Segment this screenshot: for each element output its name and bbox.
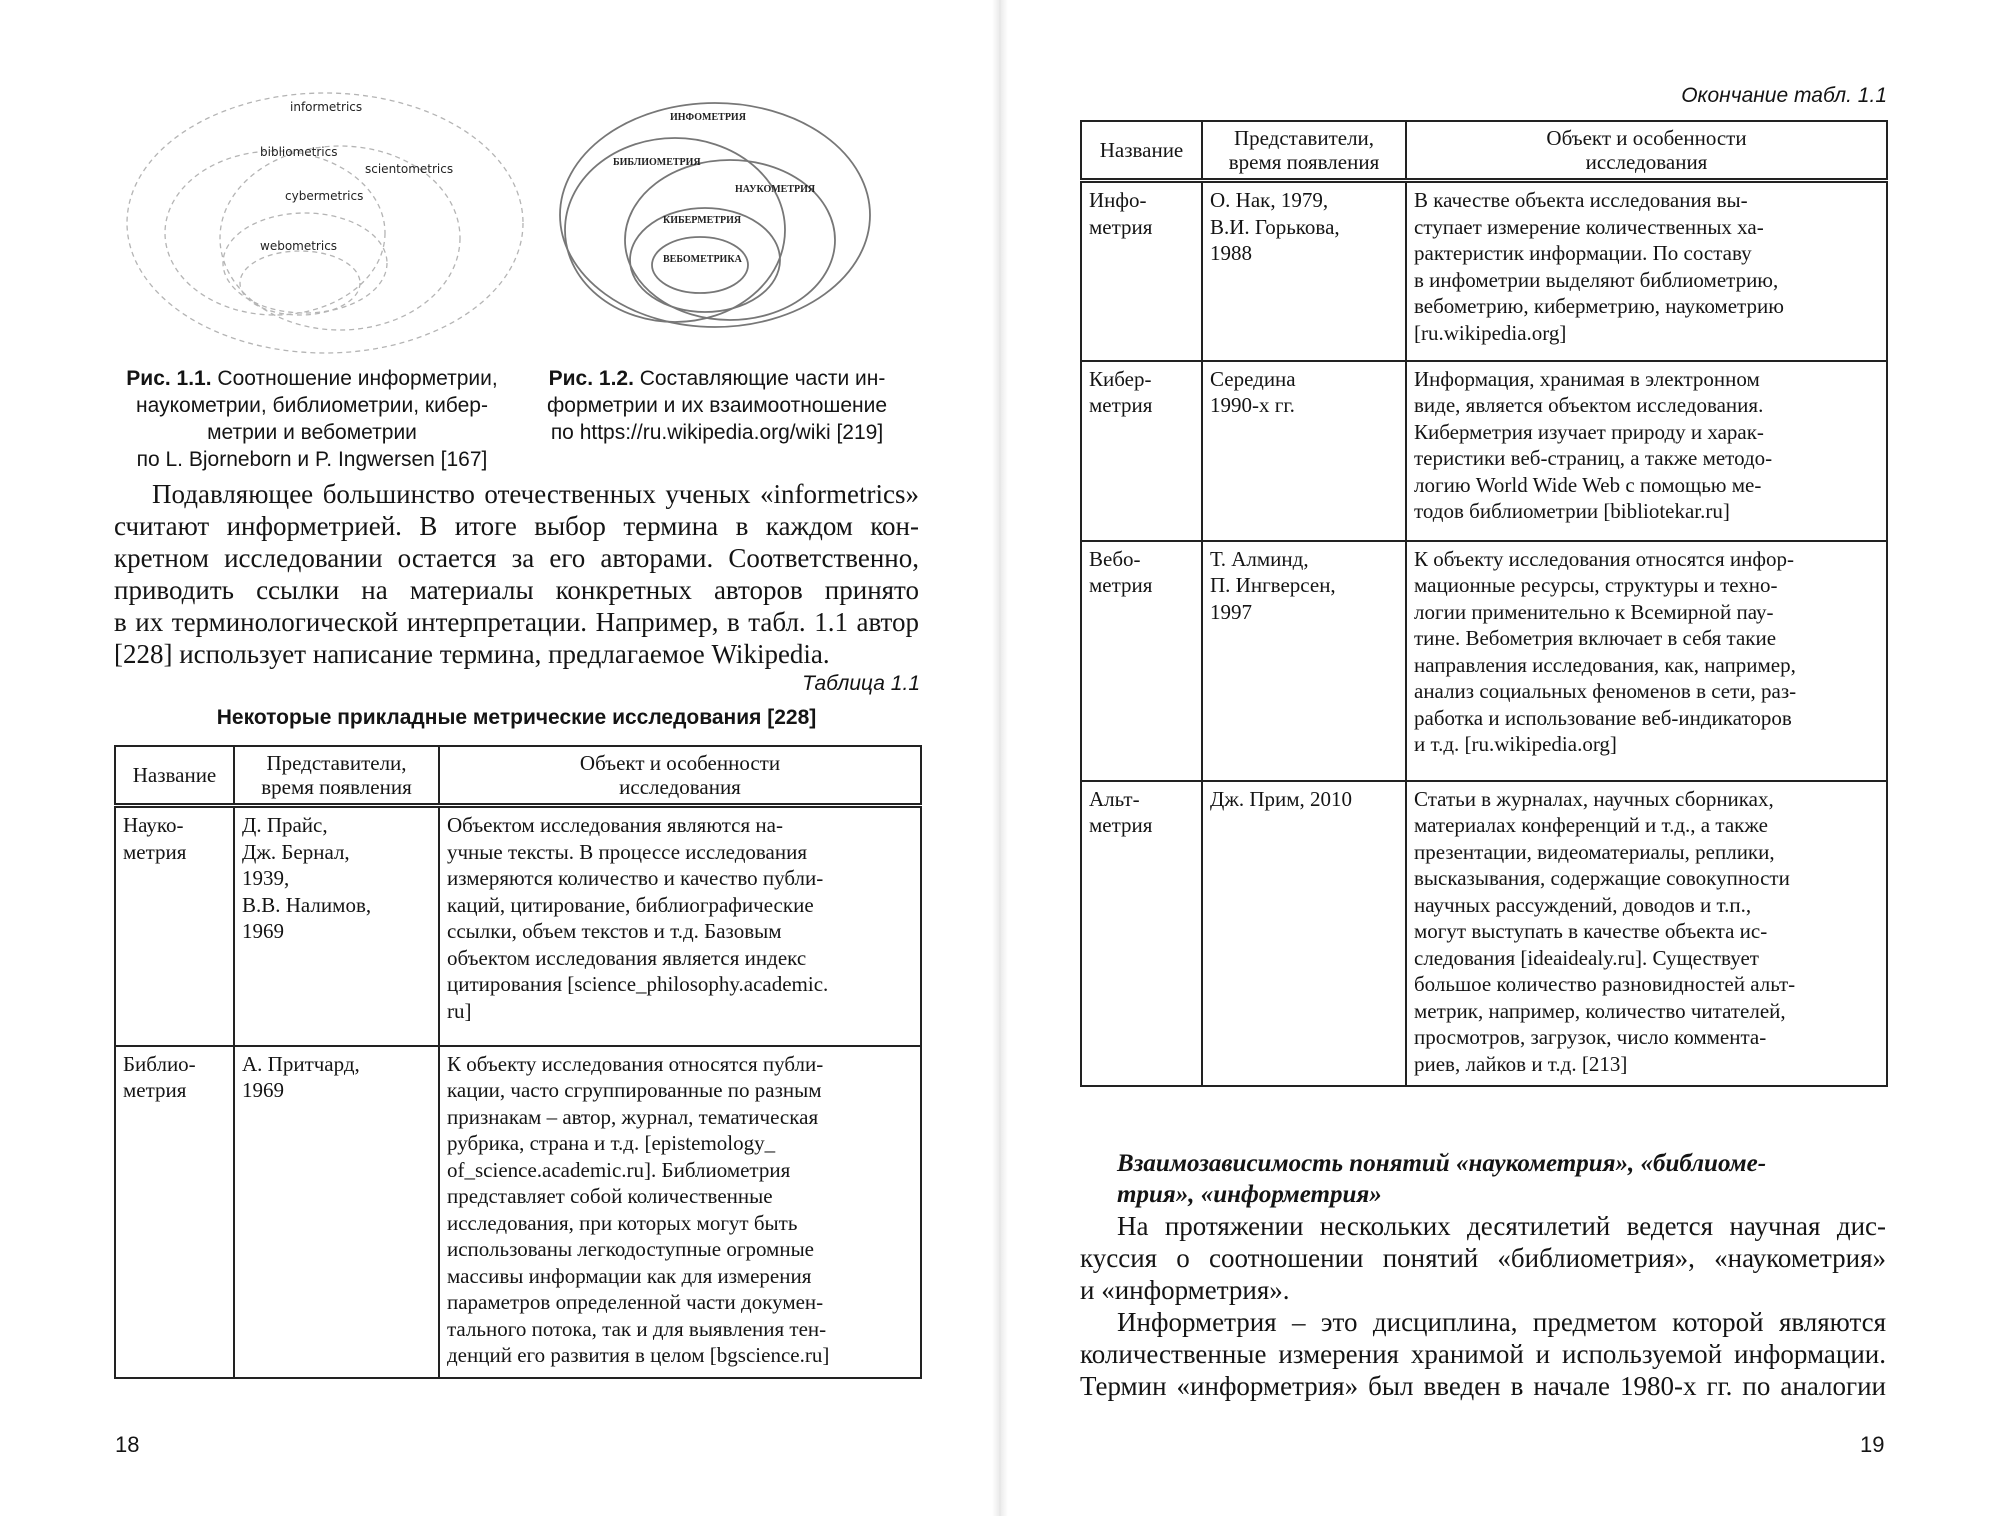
cell-line: мационные ресурсы, структуры и техно- (1414, 573, 1778, 597)
row-description-cell (439, 1046, 921, 1378)
cell-line: презентации, видеоматериалы, реплики, (1414, 839, 1775, 864)
cell-line: рубрика, страна и т.д. [epistemology_ (447, 1131, 776, 1155)
row-authors-cell (1202, 361, 1406, 541)
cell-line: В.В. Налимов, (242, 892, 372, 917)
heading-line: Взаимозависимость понятий «наукометрия», «библиоме- (1117, 1150, 1767, 1177)
cell-line: Объектом исследования являются на- (447, 813, 783, 837)
cell-line: Д. Прайс, (242, 813, 328, 837)
cell-line: Альт- (1089, 786, 1140, 811)
cell-line: анализ социальных феноменов в сети, раз- (1414, 679, 1797, 703)
cell-line: просмотров, загрузок, число коммента- (1414, 1025, 1767, 1049)
cell-line: логию World Wide Web с помощью ме- (1414, 472, 1762, 497)
cell-line: Вебо- (1089, 546, 1141, 571)
cell-line: в инфометрии выделяют библиометрию, (1414, 267, 1779, 292)
heading-line: трия», «информетрия» (1117, 1181, 1382, 1208)
cell-line: А. Притчард, (242, 1051, 360, 1076)
cell-line: исследования, при которых могут быть (447, 1210, 798, 1235)
cell-line: логии применительно к Всемирной пау- (1414, 599, 1774, 624)
cell-line: [ru.wikipedia.org] (1414, 320, 1567, 345)
metrics-table-part1 (114, 745, 922, 1379)
row-authors-cell (234, 806, 439, 1046)
intro-paragraph (114, 478, 919, 670)
table-row (1081, 781, 1887, 1087)
cell-line: виде, является объектом исследования. (1414, 393, 1764, 417)
cell-line: 1997 (1210, 599, 1252, 624)
cell-line: 1969 (242, 919, 284, 943)
cell-line: П. Ингверсен, (1210, 573, 1336, 597)
row-description-cell (1406, 541, 1887, 781)
cell-line: 1990-х гг. (1210, 393, 1295, 417)
caption-line: форметрии и их взаимоотношение (547, 394, 887, 417)
cell-line: метрия (123, 839, 187, 864)
cell-line: кации, часто сгруппированные по разным (447, 1078, 822, 1102)
figure-1-2-diagram (555, 100, 875, 345)
cell-line: массивы информации как для измерения (447, 1263, 812, 1288)
cell-line: следования [ideaidealy.ru]. Существует (1414, 945, 1759, 970)
cell-line: Инфо- (1089, 188, 1147, 212)
cell-line: направления исследования, как, например, (1414, 652, 1796, 677)
page-number-right: 19 (1860, 1432, 1885, 1457)
cell-line: и т.д. [ru.wikipedia.org] (1414, 732, 1617, 756)
figure-1-1-caption (112, 365, 512, 473)
cell-line: Статьи в журналах, научных сборниках, (1414, 786, 1774, 811)
table-row (1081, 361, 1887, 541)
paragraph-line: куссия о соотношении понятий «библиометрия», «наукометрия» (1080, 1243, 1886, 1273)
cell-line: В.И. Горькова, (1210, 214, 1340, 239)
table-row (1081, 181, 1887, 361)
cell-line: Науко- (123, 813, 184, 837)
header-description: Объект и особенности исследования (439, 746, 921, 806)
page-number-left: 18 (115, 1432, 140, 1457)
row-description-cell (1406, 181, 1887, 361)
cell-line: Информация, хранимая в электронном (1414, 366, 1760, 391)
cell-line: тодов библиометрии [bibliotekar.ru] (1414, 499, 1730, 523)
caption-line: метрии и вебометрии (207, 421, 417, 444)
table-row (115, 806, 921, 1046)
header-name: Название (115, 746, 234, 806)
cell-line: Т. Алминд, (1210, 546, 1309, 571)
caption-line: наукометрии, библиометрии, кибер- (136, 394, 488, 417)
paragraph-line: считают информетрией. В итоге выбор термина в каждом кон- (114, 511, 919, 541)
table-title: Некоторые прикладные метрические исследования [228] (216, 706, 817, 729)
fig2-label-infometry: ИНФОМЕТРИЯ (670, 112, 746, 123)
row-authors-cell (1202, 541, 1406, 781)
cell-line: признакам – автор, журнал, тематическая (447, 1104, 819, 1129)
cell-line: ссылки, объем текстов и т.д. Базовым (447, 919, 782, 943)
row-authors-cell (234, 1046, 439, 1378)
paragraph-line: [228] использует написание термина, предлагаемое Wikipedia. (114, 639, 830, 669)
row-description-cell (1406, 361, 1887, 541)
cell-line: метрия (1089, 214, 1153, 239)
fig2-label-cybermetry: КИБЕРМЕТРИЯ (663, 215, 742, 226)
cell-line: рактеристик информации. По составу (1414, 241, 1752, 265)
paragraph-line: Информетрия – это дисциплина, предметом которой являются (1117, 1307, 1886, 1337)
header-name: Название (1081, 121, 1202, 181)
cell-line: ru] (447, 998, 472, 1023)
cell-line: работка и использование веб-индикаторов (1414, 705, 1792, 730)
row-description-cell (1406, 781, 1887, 1087)
caption-line: по L. Bjorneborn и P. Ingwersen [167] (136, 448, 488, 471)
cell-line: of_science.academic.ru]. Библиометрия (447, 1157, 791, 1182)
fig2-label-webometrics: ВЕБОМЕТРИКА (663, 254, 742, 265)
cell-line: Кибер- (1089, 366, 1152, 391)
cell-line: тине. Вебометрия включает в себя такие (1414, 626, 1777, 650)
cell-line: цитирования [science_philosophy.academic. (447, 972, 829, 996)
metrics-table-part2 (1080, 120, 1888, 1087)
paragraph-line: и «информетрия». (1080, 1275, 1290, 1305)
table-row (1081, 541, 1887, 781)
cell-line: метрик, например, количество читателей, (1414, 998, 1786, 1023)
paragraph-line: количественные измерения хранимой и используемой информации. (1080, 1339, 1886, 1369)
cell-line: теристики веб-страниц, а также методо- (1414, 446, 1773, 470)
fig1-label-cybermetrics: cybermetrics (285, 189, 364, 203)
bibliometrics-ellipse (165, 151, 385, 315)
cell-line: вебометрию, киберметрию, наукометрию (1414, 294, 1784, 318)
caption-line: Составляющие части ин- (633, 367, 886, 390)
table-header-row (115, 746, 921, 806)
body-paragraph-1 (1080, 1210, 1886, 1306)
informetrics-ellipse (127, 93, 523, 353)
paragraph-line: Подавляющее большинство отечественных ученых «informetrics» (152, 479, 919, 509)
table-header-row (1081, 121, 1887, 181)
cell-line: Середина (1210, 366, 1296, 391)
cell-line: 1988 (1210, 241, 1252, 265)
section-heading (1117, 1148, 1887, 1210)
row-name-cell (1081, 361, 1202, 541)
webometrics-ellipse (240, 251, 360, 315)
row-authors-cell (1202, 781, 1406, 1087)
row-name-cell (115, 1046, 234, 1378)
table-label: Таблица 1.1 (802, 672, 920, 695)
caption-line: Соотношение информетрии, (211, 367, 498, 390)
cell-line: 1939, (242, 866, 290, 890)
cell-line: высказывания, содержащие совокупности (1414, 866, 1790, 890)
cell-line: материалах конференций и т.д., а также (1414, 813, 1768, 837)
cell-line: 1969 (242, 1078, 284, 1102)
paragraph-line: кретном исследовании остается за его авторами. Соответственно, (114, 543, 919, 573)
paragraph-line: На протяжении нескольких десятилетий ведется научная дис- (1117, 1211, 1886, 1241)
fig2-label-scientometry: НАУКОМЕТРИЯ (735, 184, 816, 195)
cell-line: могут выступать в качестве объекта ис- (1414, 919, 1768, 943)
row-name-cell (1081, 181, 1202, 361)
figure-1-2-caption (532, 365, 902, 446)
webometrics-ellipse (652, 237, 748, 293)
row-name-cell (1081, 541, 1202, 781)
row-name-cell (115, 806, 234, 1046)
right-page (1000, 0, 2000, 1516)
cell-line: денций его развития в целом [bgscience.ru] (447, 1343, 830, 1367)
cell-line: большое количество разновидностей альт- (1414, 972, 1796, 996)
figure-1-1-caption-bold: Рис. 1.1. (126, 367, 212, 390)
header-description: Объект и особенности исследования (1406, 121, 1887, 181)
cell-line: ступает измерение количественных ха- (1414, 214, 1764, 239)
cell-line: каций, цитирование, библиографические (447, 892, 814, 917)
body-paragraph-2 (1080, 1306, 1886, 1402)
cell-line: Библио- (123, 1051, 196, 1076)
cell-line: параметров определенной части докумен- (447, 1290, 824, 1314)
cell-line: тального потока, так и для выявления тен- (447, 1316, 827, 1341)
cell-line: Киберметрия изучает природу и харак- (1414, 419, 1764, 444)
header-authors: Представители, время появления (1202, 121, 1406, 181)
cell-line: риев, лайков и т.д. [213] (1414, 1051, 1628, 1076)
cell-line: представляет собой количественные (447, 1184, 773, 1208)
figure-1-2-caption-bold: Рис. 1.2. (548, 367, 634, 390)
fig1-label-webometrics: webometrics (260, 239, 338, 253)
cell-line: К объекту исследования относятся публи- (447, 1051, 824, 1076)
paragraph-line: Термин «информетрия» был введен в начале 1980-х гг. по аналогии (1080, 1371, 1886, 1401)
cell-line: метрия (1089, 393, 1153, 417)
cell-line: О. Нак, 1979, (1210, 188, 1329, 212)
paragraph-line: в их терминологической интерпретации. Например, в табл. 1.1 автор (114, 607, 919, 637)
row-authors-cell (1202, 181, 1406, 361)
cell-line: Дж. Прим, 2010 (1210, 786, 1353, 811)
figure-1-1-diagram (125, 88, 525, 358)
row-name-cell (1081, 781, 1202, 1087)
cell-line: К объекту исследования относятся инфор- (1414, 546, 1794, 571)
cell-line: Дж. Бернал, (242, 839, 350, 864)
fig2-label-bibliometry: БИБЛИОМЕТРИЯ (613, 157, 701, 168)
caption-line: по https://ru.wikipedia.org/wiki [219] (550, 421, 884, 444)
cell-line: измеряются количество и качество публи- (447, 866, 824, 890)
cell-line: В качестве объекта исследования вы- (1414, 188, 1748, 212)
fig1-label-scientometrics: scientometrics (365, 162, 454, 176)
fig1-label-informetrics: informetrics (290, 100, 363, 114)
table-continuation-label: Окончание табл. 1.1 (1681, 84, 1887, 107)
cell-line: объектом исследования является индекс (447, 945, 807, 970)
cell-line: метрия (1089, 573, 1153, 597)
cell-line: метрия (1089, 813, 1153, 837)
fig1-label-bibliometrics: bibliometrics (260, 145, 338, 159)
cell-line: использованы легкодоступные огромные (447, 1237, 815, 1261)
cell-line: учные тексты. В процессе исследования (447, 839, 807, 864)
header-authors: Представители, время появления (234, 746, 439, 806)
table-row (115, 1046, 921, 1378)
cell-line: научных рассуждений, доводов и т.п., (1414, 892, 1752, 917)
paragraph-line: приводить ссылки на материалы конкретных авторов принято (114, 575, 919, 605)
row-description-cell (439, 806, 921, 1046)
cell-line: метрия (123, 1078, 187, 1102)
